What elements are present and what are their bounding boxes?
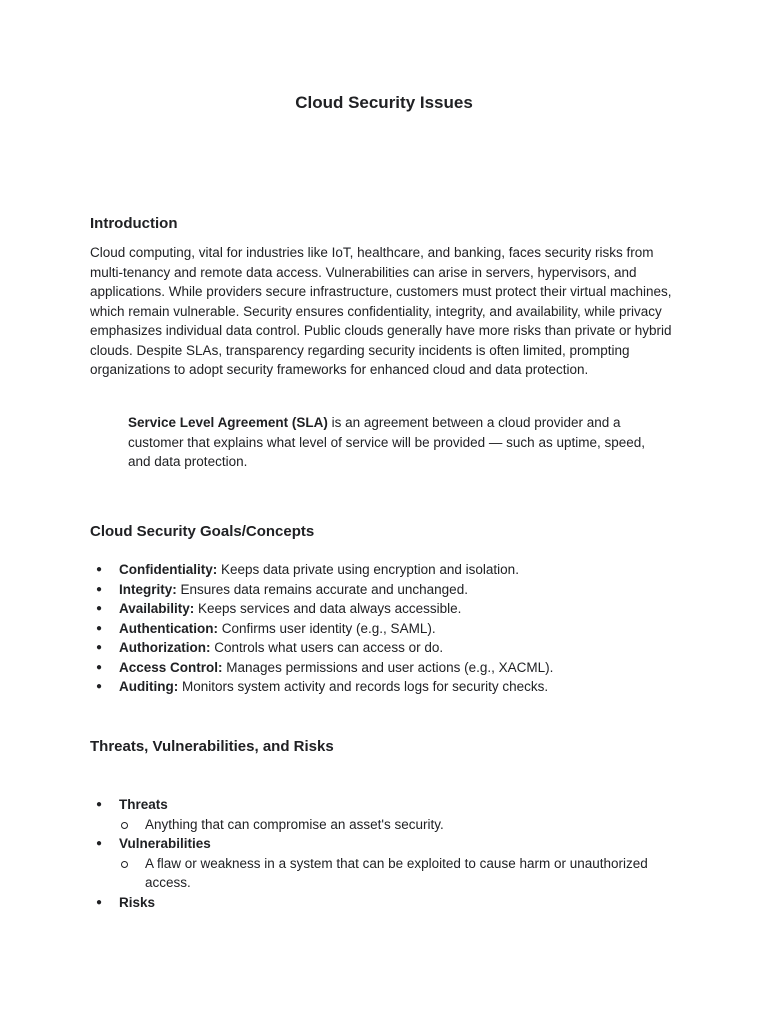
list-item: [90, 677, 680, 697]
list-item: [90, 658, 680, 678]
list-item: [90, 795, 680, 834]
list-item: [90, 599, 680, 619]
list-item: [90, 638, 680, 658]
bullet-icon: ●: [96, 661, 103, 673]
threat-term: Threats: [119, 797, 168, 812]
bullet-icon: ●: [96, 583, 103, 595]
goal-description: Ensures data remains accurate and unchanged.: [176, 581, 468, 597]
introduction-paragraph: Cloud computing, vital for industries like IoT, healthcare, and banking, faces security risks from multi-tenancy and remote data access. Vulnerabilities can arise in servers, hypervisors, and applications. While providers secure infrastructure, customers must protect their virtual machines, which remain vulnerable. Security ensures confidentiality, integrity, and availability, while privacy emphasizes individual data control. Public clouds generally have more risks than private or hybrid clouds. Despite SLAs, transparency regarding security incidents is often limited, prompting organizations to adopt security frameworks for enhanced cloud and data protection.: [90, 245, 672, 377]
list-item: [90, 560, 680, 580]
goal-description: Monitors system activity and records logs for security checks.: [178, 679, 549, 694]
goal-term: Access Control:: [119, 659, 223, 675]
goal-term: Authentication:: [119, 620, 218, 636]
hollow-bullet-icon: [121, 861, 128, 868]
bullet-icon: ●: [96, 642, 103, 653]
sla-definition: [128, 413, 648, 472]
bullet-icon: ●: [96, 896, 103, 908]
goals-list: [90, 560, 680, 697]
goal-term: Availability:: [119, 601, 195, 616]
page-title: Cloud Security Issues: [295, 93, 473, 112]
threats-list: [90, 795, 680, 912]
threat-term: Risks: [119, 894, 156, 910]
goal-description: Keeps services and data always accessible.: [194, 601, 462, 616]
sla-definition-text: is an agreement between a cloud provider and a customer that explains what level of service will be provided — such as uptime, speed, and data protection.: [128, 415, 646, 469]
threat-description: Anything that can compromise an asset's security.: [145, 816, 444, 832]
list-item: [90, 580, 680, 600]
threat-description: A flaw or weakness in a system that can be exploited to cause harm or unauthorized access.: [145, 855, 648, 890]
goal-description: Keeps data private using encryption and isolation.: [217, 562, 519, 577]
bullet-icon: ●: [96, 622, 103, 634]
goals-heading: Cloud Security Goals/Concepts: [90, 523, 315, 540]
bullet-icon: ●: [96, 681, 103, 692]
goal-description: Manages permissions and user actions (e.g., XACML).: [222, 659, 554, 675]
sub-list-item: [119, 815, 680, 835]
goal-term: Integrity:: [119, 581, 177, 597]
goal-term: Authorization:: [119, 640, 211, 655]
bullet-icon: ●: [96, 564, 103, 575]
threats-heading: Threats, Vulnerabilities, and Risks: [90, 738, 334, 755]
sub-list: [119, 815, 680, 835]
list-item: [90, 619, 680, 639]
threat-term: Vulnerabilities: [119, 836, 211, 851]
list-item: [90, 893, 680, 913]
list-item: [90, 834, 680, 893]
bullet-icon: ●: [96, 838, 103, 849]
goal-description: Confirms user identity (e.g., SAML).: [218, 620, 436, 636]
goal-description: Controls what users can access or do.: [210, 640, 444, 655]
goal-term: Confidentiality:: [119, 562, 218, 577]
bullet-icon: ●: [96, 799, 103, 810]
hollow-bullet-icon: [121, 822, 128, 829]
goal-term: Auditing:: [119, 679, 179, 694]
sub-list-item: [119, 854, 680, 893]
bullet-icon: ●: [96, 603, 103, 614]
introduction-heading: Introduction: [90, 215, 178, 232]
sla-term: Service Level Agreement (SLA): [128, 415, 328, 430]
sub-list: [119, 854, 680, 893]
